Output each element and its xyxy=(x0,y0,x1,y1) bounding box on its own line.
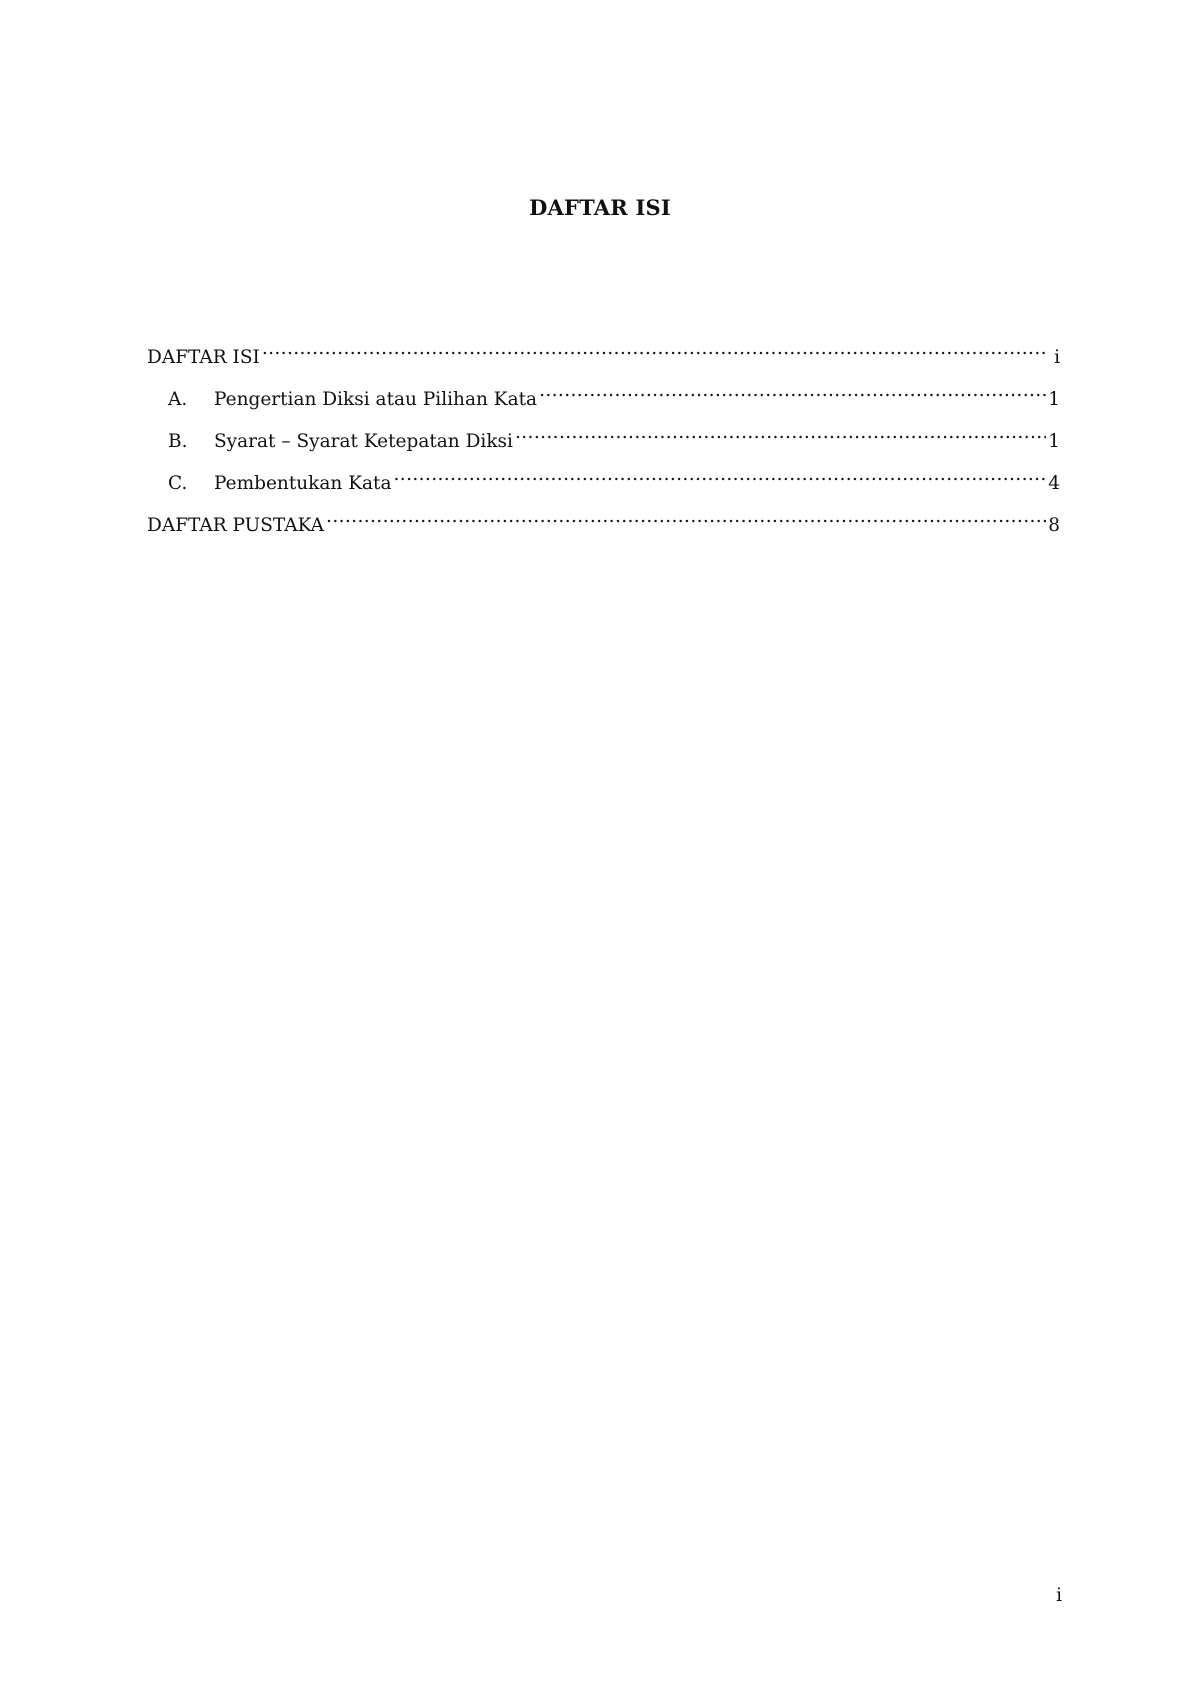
toc-entry-text: Pembentukan Kata xyxy=(214,473,392,494)
toc-entry-daftar-pustaka[interactable] xyxy=(147,503,1060,545)
toc-entry-letter: C. xyxy=(168,473,188,494)
toc-leader-dots xyxy=(326,503,1046,531)
toc-entry-syarat-ketepatan-diksi[interactable] xyxy=(147,419,1060,461)
toc-entry-page: 1 xyxy=(1048,431,1060,452)
toc-entry-pengertian-diksi[interactable] xyxy=(147,377,1060,419)
toc-entry-text: Syarat – Syarat Ketepatan Diksi xyxy=(214,431,513,452)
table-of-contents xyxy=(147,335,1060,545)
footer-page-number: i xyxy=(1056,1585,1062,1606)
toc-entry-text: DAFTAR ISI xyxy=(147,347,260,368)
toc-entry-page: i xyxy=(1054,347,1060,368)
toc-entry-letter: B. xyxy=(168,431,188,452)
toc-leader-dots xyxy=(515,419,1046,447)
toc-entry-text: Pengertian Diksi atau Pilihan Kata xyxy=(214,389,538,410)
toc-leader-dots xyxy=(262,335,1048,363)
toc-entry-page: 8 xyxy=(1048,515,1060,536)
page-title: DAFTAR ISI xyxy=(529,195,671,220)
toc-entry-daftar-isi[interactable] xyxy=(147,335,1060,377)
toc-entry-page: 1 xyxy=(1048,389,1060,410)
toc-entry-text: DAFTAR PUSTAKA xyxy=(147,515,325,536)
toc-entry-letter: A. xyxy=(168,389,188,410)
toc-entry-pembentukan-kata[interactable] xyxy=(147,461,1060,503)
toc-leader-dots xyxy=(394,461,1047,489)
toc-leader-dots xyxy=(539,377,1046,405)
toc-entry-page: 4 xyxy=(1048,473,1060,494)
